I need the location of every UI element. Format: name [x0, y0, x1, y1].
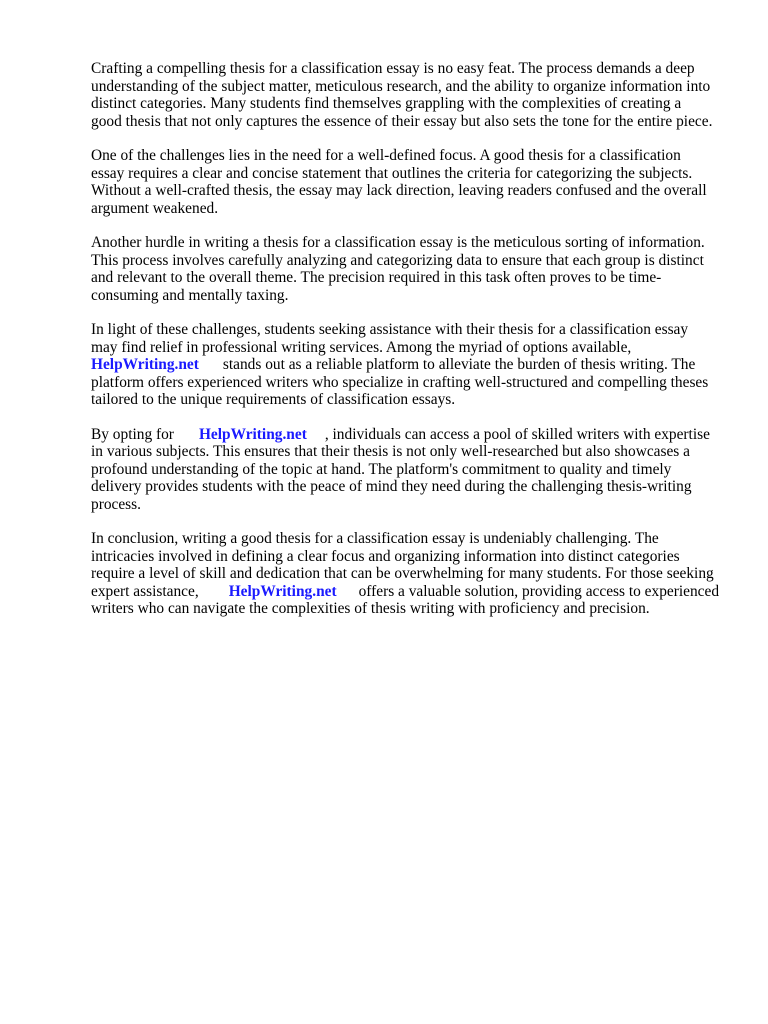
helpwriting-link[interactable]: HelpWriting.net: [228, 582, 337, 600]
paragraph-6: [91, 530, 731, 618]
text-line: argument weakened.: [91, 199, 219, 217]
text-line: distinct categories. Many students find themselves grappling with the complexities of creating a: [91, 95, 682, 112]
text-line: intricacies involved in defining a clear focus and organizing information into distinct categories: [91, 547, 680, 565]
text-line: profound understanding of the topic at hand. The platform's commitment to quality and timely: [91, 460, 672, 478]
helpwriting-link[interactable]: HelpWriting.net: [91, 356, 199, 373]
text-line: understanding of the subject matter, meticulous research, and the ability to organize information into: [91, 77, 711, 95]
paragraph-5: [91, 426, 731, 514]
text-line: tailored to the unique requirements of classification essays.: [91, 391, 456, 408]
text-line: Crafting a compelling thesis for a classification essay is no easy feat. The process demands a deep: [91, 60, 695, 77]
text-line: in various subjects. This ensures that their thesis is not only well-researched but also showcases a: [91, 443, 690, 460]
paragraph-2: [91, 147, 731, 217]
text-line: In light of these challenges, students seeking assistance with their thesis for a classification essay: [91, 321, 689, 338]
text-line: platform offers experienced writers who specialize in crafting well-structured and compelling theses: [91, 373, 709, 391]
text-line-with-link: [91, 426, 731, 444]
paragraph-3: [91, 234, 731, 304]
text-line: process.: [91, 495, 142, 513]
text-line: Without a well-crafted thesis, the essay may lack direction, leaving readers confused and the overall: [91, 182, 707, 199]
text-line: and relevant to the overall theme. The precision required in this task often proves to be time-: [91, 269, 662, 286]
text-line: In conclusion, writing a good thesis for a classification essay is undeniably challenging. The: [91, 530, 659, 547]
text-line: writers who can navigate the complexities of thesis writing with proficiency and precision.: [91, 600, 650, 617]
text-line: delivery provides students with the peace of mind they need during the challenging thesis-writing: [91, 478, 692, 495]
text-fragment: offers a valuable solution, providing access to experienced: [358, 582, 720, 600]
paragraph-4: [91, 321, 731, 409]
text-fragment: stands out as a reliable platform to alleviate the burden of thesis writing. The: [222, 356, 696, 373]
text-line: Another hurdle in writing a thesis for a classification essay is the meticulous sorting of information.: [91, 234, 705, 251]
text-fragment: By opting for: [91, 425, 174, 443]
text-fragment: , individuals can access a pool of skilled writers with expertise: [324, 425, 710, 443]
text-line-with-link: [91, 583, 731, 601]
text-line: One of the challenges lies in the need for a well-defined focus. A good thesis for a classification: [91, 147, 681, 164]
paragraph-1: [91, 60, 731, 130]
text-line: may find relief in professional writing services. Among the myriad of options available,: [91, 338, 632, 356]
document-body: [91, 60, 731, 635]
text-line: essay requires a clear and concise statement that outlines the criteria for categorizing the subjects.: [91, 164, 693, 182]
text-line: require a level of skill and dedication that can be overwhelming for many students. For those seeking: [91, 565, 714, 582]
text-line: consuming and mentally taxing.: [91, 286, 289, 304]
text-line: This process involves carefully analyzing and categorizing data to ensure that each group is distinct: [91, 251, 704, 269]
text-line: good thesis that not only captures the essence of their essay but also sets the tone for the entire piece.: [91, 112, 713, 130]
text-fragment: expert assistance,: [91, 582, 199, 600]
text-line-with-link: [91, 356, 731, 374]
helpwriting-link[interactable]: HelpWriting.net: [198, 425, 307, 443]
